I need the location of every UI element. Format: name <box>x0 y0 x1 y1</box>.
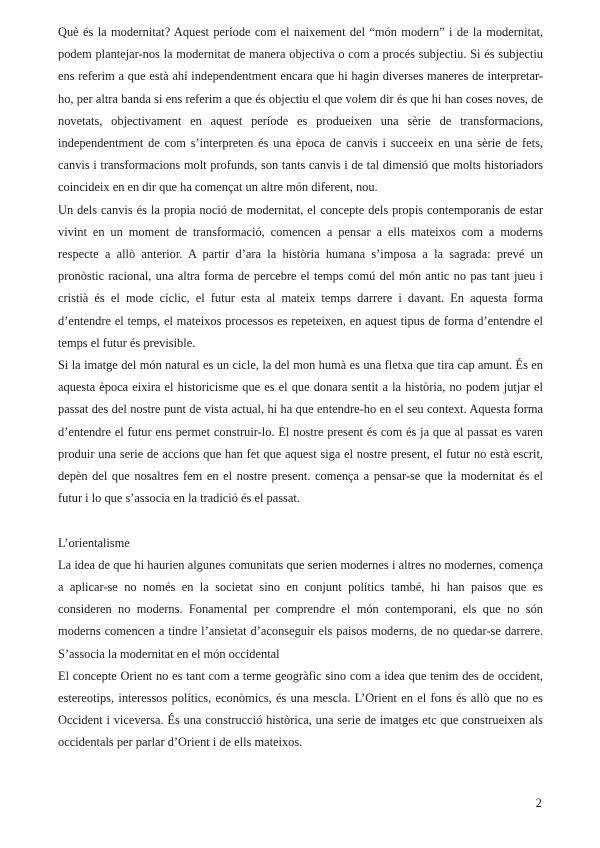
paragraph-nocio-modernitat: Un dels canvis és la propia noció de modernitat, el concepte dels propis contemporanis de estar vivint en un moment de transformació, comencen a pensar a ells mateixos com a moderns respecte a allò anterior. A partir d’ara la història humana s’imposa a la sagrada: prevé un pronòstic racional, una altra forma de percebre el temps comú del món antic no pas tant jueu i cristià és el mode cíclic, el futur esta al mateix temps darrere i davant. En aquesta forma d’entendre el temps, el mateixos processos es repeteixen, en aquest tipus de forma d’entendre el temps el futur és previsible. <box>58 202 543 350</box>
document-body <box>58 21 543 754</box>
paragraph-spacer <box>58 509 543 531</box>
paragraph-comunitats-modernes: La idea de que hi haurien algunes comunitats que serien modernes i altres no modernes, comença a aplicar-se no només en la societat sino en conjunt polítics també, hi han paisos que es consideren no moderns. Fonamental per comprendre el món contemporani, els que no són moderns comencen a tindre l’ansietat d’aconseguir els paisos moderns, de no quedar-se darrere. S’associa la modernitat en el món occidental <box>58 557 543 661</box>
paragraph-concepte-orient: El concepte Orient no es tant com a terme geogràfic sino com a idea que tenim des de occident, estereotips, interessos polítics, econòmics, és una mescla. L’Orient en el fons és allò que no es Occident i viceversa. És una construcció històrica, una serie de imatges etc que construeixen als occidentals per parlar d’Orient i de ells mateixos. <box>58 668 543 750</box>
paragraph-historicisme: Si la imatge del món natural es un cicle, la del mon humà es una fletxa que tira cap amunt. És en aquesta època eixira el historicisme que es el que donara sentit a la història, no podem jutjar el passat des del nostre punt de vista actual, hi ha que entendre-ho en el seu context. Aquesta forma d’entendre el futur ens permet construir-lo. El nostre present és com és ja que al passat es varen produir una serie de accions que han fet que aquest siga el nostre present, el futur no està escrit, depèn del que nosaltres fem en el nostre present. comença a pensar-se que la modernitat és el futur i lo que s’associa en la tradició és el passat. <box>58 358 543 506</box>
section-heading: L’orientalisme <box>58 535 130 550</box>
paragraph-modernitat: Què és la modernitat? Aquest període com el naixement del “món modern” i de la modernitat, podem plantejar-nos la modernitat de manera objectiva o com a procés subjectiu. Si és subjectiu ens referim a que està ahí independentment encara que hi hagin diverses maneres de interpretar-ho, per altra banda si ens referim a que és objectiu el que volem dir és que hi han coses noves, de novetats, objectivament en aquest període es produeixen una sèrie de transformacions, independentment de com s’interpreten és una època de canvis i succeeix en una sèrie de fets, canvis i transformacions molt profunds, son tants canvis i de tal dimensió que molts historiadors coincideix en en dir que ha començat un altre món diferent, nou. <box>58 25 543 195</box>
page-number: 2 <box>535 796 542 810</box>
